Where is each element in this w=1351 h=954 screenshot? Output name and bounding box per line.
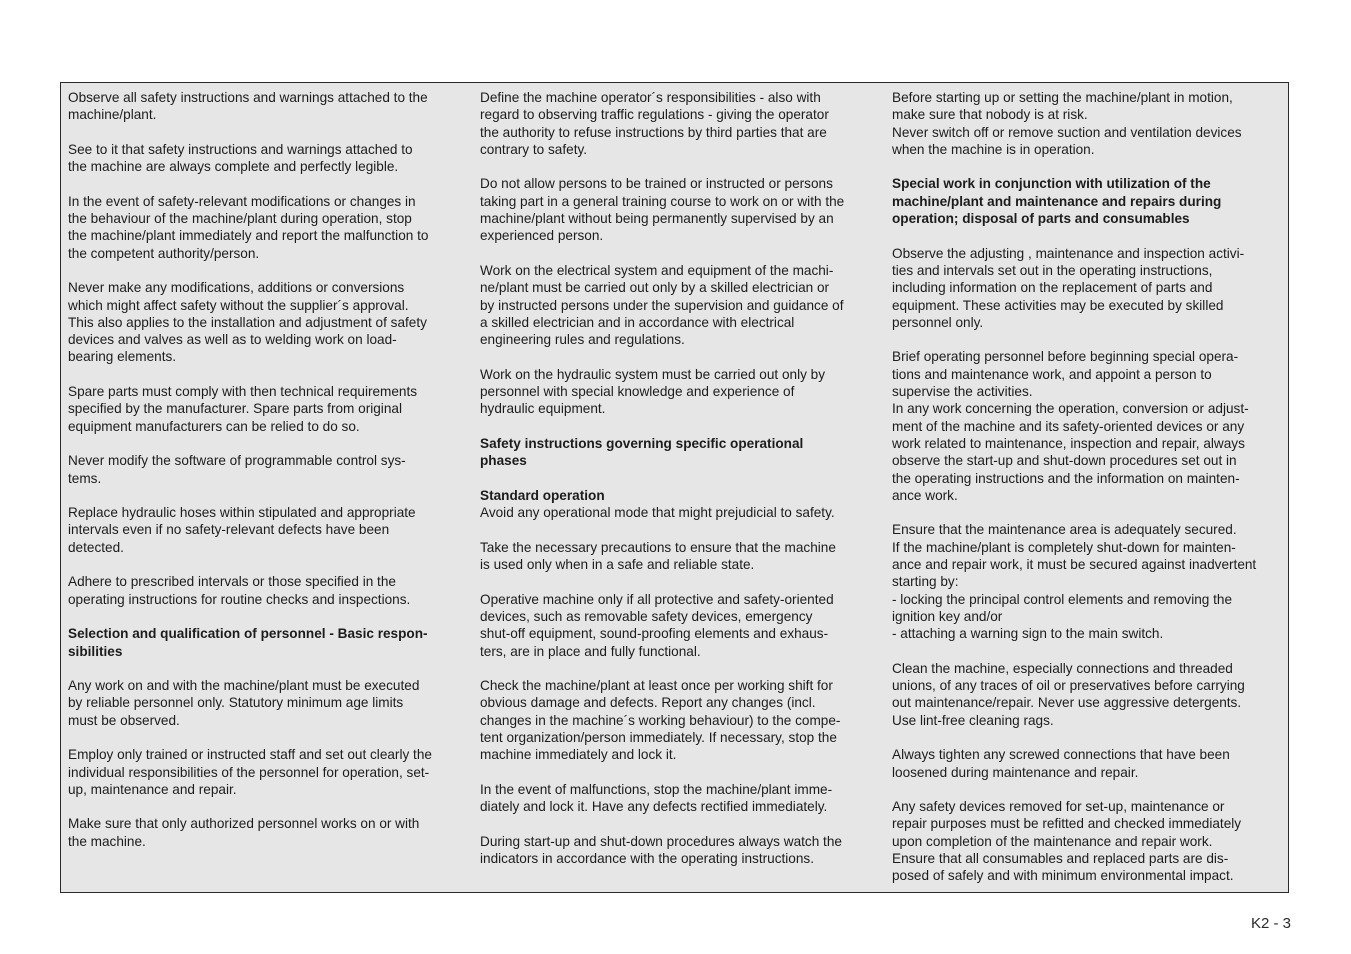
paragraph: Employ only trained or instructed staff and set out clearly the individual responsibilities of the personnel for operation, set- up, maintenance and repair. [68,747,432,797]
column-3 [892,89,1292,902]
paragraph: Brief operating personnel before beginning special opera- tions and maintenance work, and appoint a person to supervise the activities. In any work concerning the operation, conversion or adjust- ment of the machine and its safety-oriented devices or any work related to maintenance, inspection and repair, always observe the start-up and shut-down procedures set out in the operating instructions and the information on mainten- ance work. [892,349,1249,503]
paragraph: Clean the machine, especially connections and threaded unions, of any traces of oil or preservatives before carrying out maintenance/repair. Never use aggressive detergents. Use lint-free cleaning rags. [892,660,1245,728]
paragraph: Any safety devices removed for set-up, maintenance or repair purposes must be refitted and checked immediately upon completion of the maintenance and repair work. Ensure that all consumables and replaced parts are dis- posed of safely and with minimum environmental impact. [892,799,1242,884]
paragraph: Do not allow persons to be trained or instructed or persons taking part in a general training course to work on or with the machine/plant without being permanently supervised by an experienced person. [480,176,845,244]
column-2 [480,89,880,885]
section-heading: Selection and qualification of personnel - Basic respon- sibilities [68,626,428,659]
paragraph: Define the machine operator´s responsibilities - also with regard to observing traffic regulations - giving the operator the authority to refuse instructions by third parties that are contrary to safety. [480,90,829,157]
paragraph: Check the machine/plant at least once per working shift for obvious damage and defects. Report any changes (incl. changes in the machine´s working behaviour) to the compe- tent organization/person immediately. If necessary, stop the machine immediately and lock it. [480,678,841,763]
page-number: K2 - 3 [1250,915,1291,932]
paragraph: Ensure that the maintenance area is adequately secured. If the machine/plant is completely shut-down for mainten- ance and repair work, it must be secured against inadvertent starting by: - locking the principal control elements and removing the ignition key and/or - attaching a warning sign to the main switch. [892,522,1257,642]
paragraph: Replace hydraulic hoses within stipulated and appropriate intervals even if no safety-relevant defects have been detected. [68,505,416,555]
paragraph: Observe the adjusting , maintenance and inspection activi- ties and intervals set out in the operating instructions, including information on the replacement of parts and equipment. These activities may be executed by skilled personnel only. [892,245,1245,330]
paragraph: See to it that safety instructions and warnings attached to the machine are always complete and perfectly legible. [68,141,413,175]
paragraph: During start-up and shut-down procedures always watch the indicators in accordance with the operating instructions. [480,833,842,867]
paragraph: Work on the electrical system and equipment of the machi- ne/plant must be carried out only by a skilled electrician or by instructed persons under the supervision and guidance of a skilled electrician and in accordance with electrical engineering rules and regulations. [480,262,844,348]
column-1 [68,89,468,867]
section-heading: Standard operation [480,487,605,503]
paragraph: In the event of malfunctions, stop the machine/plant imme- diately and lock it. Have any defects rectified immediately. [480,781,833,815]
paragraph: Adhere to prescribed intervals or those specified in the operating instructions for routine checks and inspections. [68,574,411,607]
paragraph: Never modify the software of programmable control sys- tems. [68,453,406,486]
paragraph: Operative machine only if all protective and safety-oriented devices, such as removable safety devices, emergency shut-off equipment, sound-proofing elements and exhaus- ters, are in place and fully functional. [480,591,834,659]
section-heading: Safety instructions governing specific operational phases [480,435,804,469]
paragraph: Spare parts must comply with then technical requirements specified by the manufacturer. Spare parts from original equipment manufacturers can be relied to do so. [68,384,418,434]
paragraph: Avoid any operational mode that might prejudicial to safety. [480,505,835,521]
paragraph: Any work on and with the machine/plant must be executed by reliable personnel only. Statutory minimum age limits must be observed. [68,678,420,728]
paragraph: Always tighten any screwed connections that have been loosened during maintenance and repair. [892,747,1230,780]
paragraph: Observe all safety instructions and warnings attached to the machine/plant. [68,90,428,123]
paragraph: Work on the hydraulic system must be carried out only by personnel with special knowledge and experience of hydraulic equipment. [480,366,826,417]
paragraph: Make sure that only authorized personnel works on or with the machine. [68,816,420,849]
document-panel [60,82,1289,893]
paragraph: Before starting up or setting the machine/plant in motion, make sure that nobody is at risk. Never switch off or remove suction and ventilation devices when the machine is in operation. [892,90,1242,157]
paragraph: Never make any modifications, additions or conversions which might affect safety without the supplier´s approval. This also applies to the installation and adjustment of safety devices and valves as well as to welding work on load- bearing elements. [68,280,427,365]
section-heading: Special work in conjunction with utilization of the machine/plant and maintenance and repairs during operation; disposal of parts and consumables [892,176,1222,227]
paragraph: Take the necessary precautions to ensure that the machine is used only when in a safe and reliable state. [480,539,836,573]
paragraph: In the event of safety-relevant modifications or changes in the behaviour of the machine/plant during operation, stop the machine/plant immediately and report the malfunction to the competent authority/person. [68,193,429,261]
